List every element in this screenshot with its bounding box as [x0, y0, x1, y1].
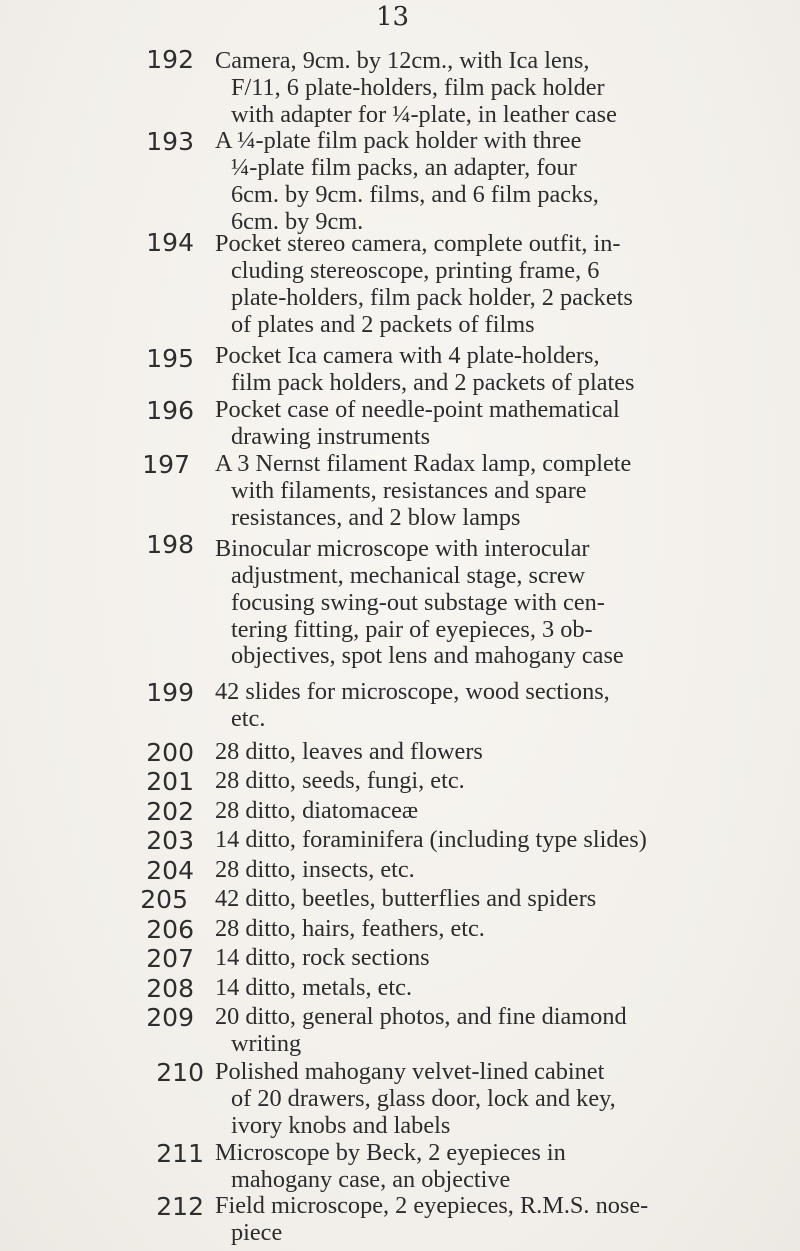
description-line: writing	[231, 1029, 302, 1057]
lot-description	[215, 739, 798, 766]
description-line: with adapter for ¼-plate, in leather case	[231, 100, 617, 128]
lot-description	[215, 798, 798, 825]
description-line: focusing swing-out substage with cen-	[231, 588, 605, 616]
description-line: Camera, 9cm. by 12cm., with Ica lens,	[215, 47, 590, 74]
description-line: 28 ditto, leaves and flowers	[215, 738, 483, 765]
lot-number: 199	[146, 678, 194, 707]
description-line: A 3 Nernst filament Radax lamp, complete	[215, 450, 632, 477]
lot-description	[215, 536, 798, 670]
lot-number: 206	[146, 915, 194, 944]
lot-number: 194	[146, 228, 194, 257]
description-line: 6cm. by 9cm.	[231, 207, 364, 235]
description-line: film pack holders, and 2 packets of plates	[231, 368, 635, 396]
lot-number: 203	[146, 826, 194, 855]
description-line: adjustment, mechanical stage, screw	[231, 561, 586, 589]
description-line: A ¼-plate film pack holder with three	[215, 127, 582, 154]
description-line: of plates and 2 packets of films	[231, 310, 535, 338]
lot-number: 195	[146, 344, 194, 373]
lot-description	[215, 975, 798, 1002]
description-line: resistances, and 2 blow lamps	[231, 503, 521, 531]
lot-description	[215, 128, 798, 235]
description-line: Pocket case of needle-point mathematical	[215, 396, 620, 423]
lot-description	[215, 1004, 798, 1058]
description-line: etc.	[231, 704, 266, 732]
description-line: 28 ditto, hairs, feathers, etc.	[215, 915, 485, 942]
description-line: tering fitting, pair of eyepieces, 3 ob-	[231, 615, 593, 643]
lot-number: 210	[156, 1058, 204, 1087]
description-line: cluding stereoscope, printing frame, 6	[231, 256, 600, 284]
description-line: 14 ditto, foraminifera (including type slides)	[215, 826, 647, 853]
lot-number: 198	[146, 530, 194, 559]
description-line: Field microscope, 2 eyepieces, R.M.S. nose-	[215, 1192, 649, 1219]
description-line: Binocular microscope with interocular	[215, 535, 590, 562]
description-line: ivory knobs and labels	[231, 1111, 451, 1139]
lot-number: 211	[156, 1139, 204, 1168]
description-line: 20 ditto, general photos, and fine diamond	[215, 1003, 627, 1030]
description-line: plate-holders, film pack holder, 2 packets	[231, 283, 633, 311]
description-line: 42 ditto, beetles, butterflies and spiders	[215, 885, 597, 912]
description-line: objectives, spot lens and mahogany case	[231, 642, 624, 670]
lot-description	[215, 1140, 798, 1194]
lot-description	[215, 343, 798, 397]
lot-number: 208	[146, 974, 194, 1003]
description-line: 28 ditto, seeds, fungi, etc.	[215, 767, 465, 794]
lot-number: 204	[146, 856, 194, 885]
description-line: 28 ditto, diatomaceæ	[215, 797, 419, 824]
description-line: F/11, 6 plate-holders, film pack holder	[231, 73, 605, 101]
lot-description	[215, 397, 798, 451]
lot-number: 212	[156, 1192, 204, 1221]
lot-description	[215, 768, 798, 795]
description-line: 14 ditto, rock sections	[215, 944, 430, 971]
description-line: ¼-plate film packs, an adapter, four	[231, 153, 577, 181]
lot-number: 192	[146, 45, 194, 74]
description-line: Polished mahogany velvet-lined cabinet	[215, 1058, 605, 1085]
lot-number: 197	[142, 450, 190, 479]
description-line: mahogany case, an objective	[231, 1165, 511, 1193]
lot-number: 201	[146, 767, 194, 796]
lot-description	[215, 1059, 798, 1140]
description-line: 42 slides for microscope, wood sections,	[215, 678, 610, 705]
lot-number: 202	[146, 797, 194, 826]
description-line: 28 ditto, insects, etc.	[215, 856, 415, 883]
lot-description	[215, 857, 798, 884]
lot-description	[215, 1193, 798, 1247]
description-line: Microscope by Beck, 2 eyepieces in	[215, 1139, 566, 1166]
lot-description	[215, 886, 798, 913]
lot-description	[215, 48, 798, 129]
description-line: of 20 drawers, glass door, lock and key,	[231, 1084, 616, 1112]
lot-number: 207	[146, 944, 194, 973]
lot-number: 193	[146, 127, 194, 156]
lot-description	[215, 231, 798, 338]
lot-number: 196	[146, 396, 194, 425]
description-line: piece	[231, 1218, 283, 1246]
lot-number: 205	[140, 885, 188, 914]
description-line: 6cm. by 9cm. films, and 6 film packs,	[231, 180, 599, 208]
lot-number: 209	[146, 1003, 194, 1032]
lot-number: 200	[146, 738, 194, 767]
lot-description	[215, 451, 798, 532]
description-line: drawing instruments	[231, 422, 431, 450]
lot-description	[215, 945, 798, 972]
description-line: 14 ditto, metals, etc.	[215, 974, 413, 1001]
description-line: Pocket stereo camera, complete outfit, in-	[215, 230, 621, 257]
description-line: with filaments, resistances and spare	[231, 476, 587, 504]
page-number: 13	[376, 2, 410, 32]
lot-description	[215, 679, 798, 733]
lot-description	[215, 916, 798, 943]
description-line: Pocket Ica camera with 4 plate-holders,	[215, 342, 600, 369]
lot-description	[215, 827, 798, 854]
